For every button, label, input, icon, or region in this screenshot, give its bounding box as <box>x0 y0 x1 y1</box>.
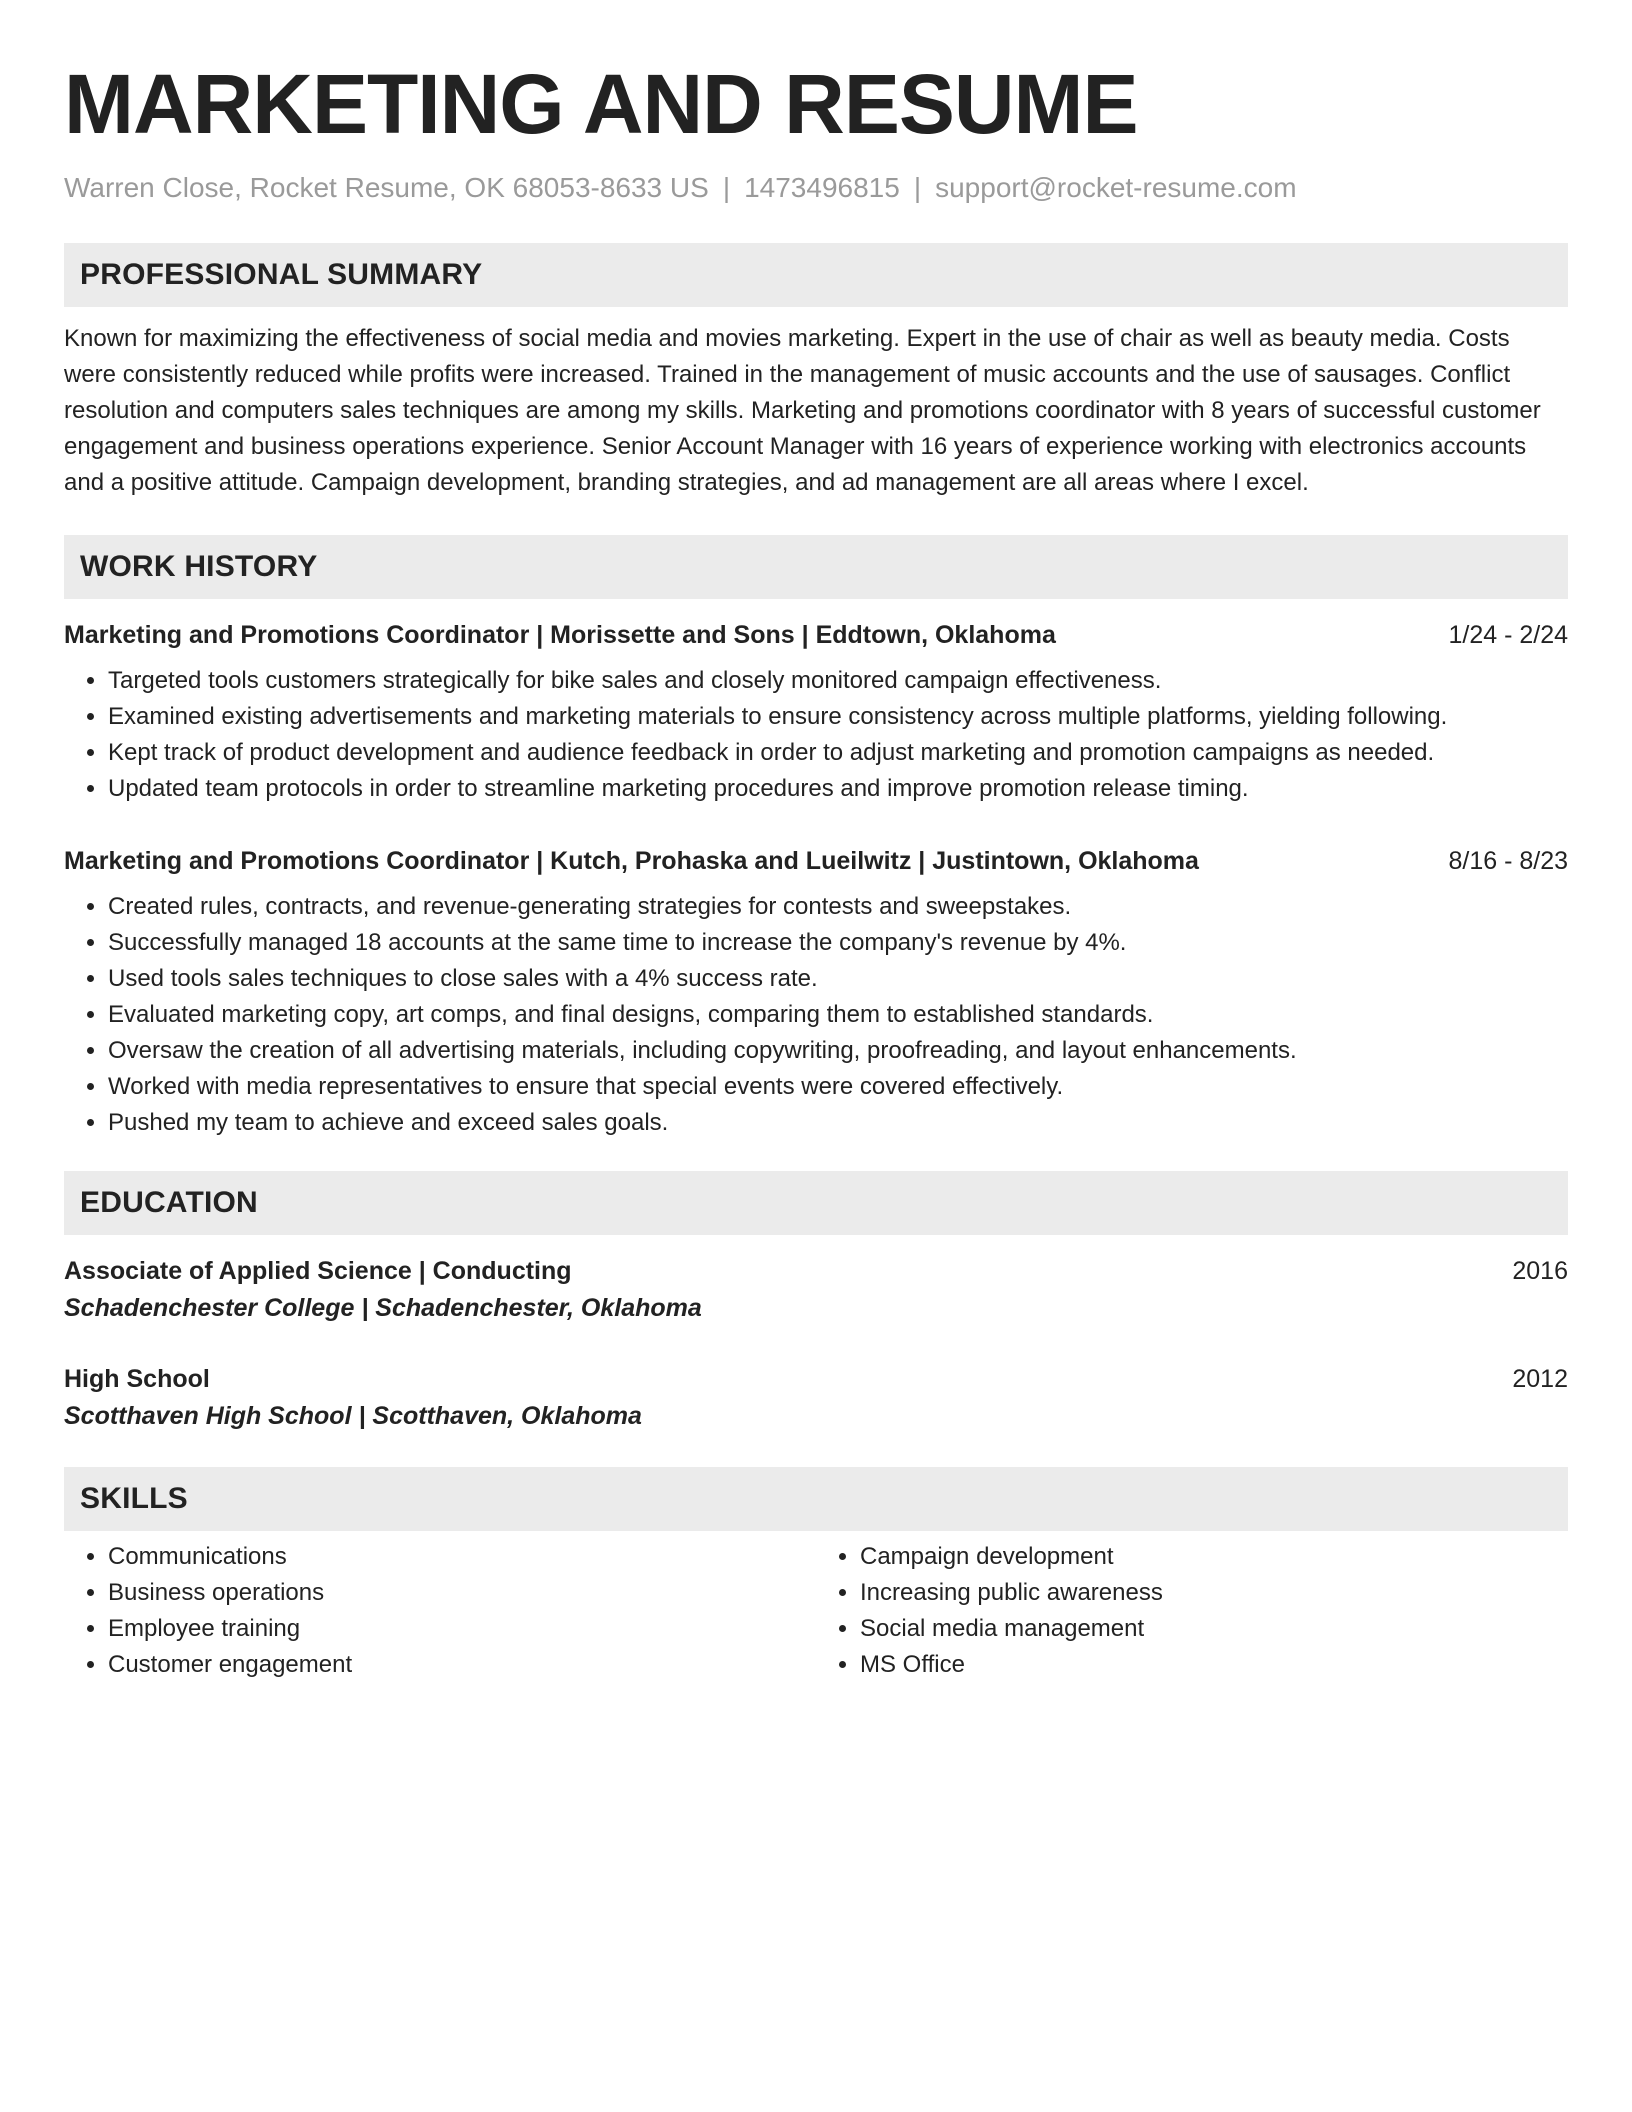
skills-column-right <box>816 1539 1568 1683</box>
section-header-summary: PROFESSIONAL SUMMARY <box>64 243 1568 307</box>
job-bullet: • Kept track of product development and audience feedback in order to adjust marketing and promotion campaigns as needed. <box>108 735 1568 771</box>
job-bullet: • Examined existing advertisements and marketing materials to ensure consistency across multiple platforms, yielding following. <box>108 699 1568 735</box>
job-header <box>64 843 1568 879</box>
skill-item: • Increasing public awareness <box>860 1575 1568 1611</box>
job-entry <box>64 617 1568 807</box>
education-entry <box>64 1361 1568 1435</box>
job-bullet: • Updated team protocols in order to streamline marketing procedures and improve promotion release timing. <box>108 771 1568 807</box>
job-dates: 8/16 - 8/23 <box>1448 847 1568 875</box>
job-entry <box>64 843 1568 1141</box>
education-degree: High School <box>64 1365 210 1393</box>
job-bullet: • Evaluated marketing copy, art comps, and final designs, comparing them to established standards. <box>108 997 1568 1033</box>
contact-separator: | <box>913 172 922 203</box>
job-bullet: • Successfully managed 18 accounts at the same time to increase the company's revenue by 4%. <box>108 925 1568 961</box>
skill-item: • Communications <box>108 1539 816 1575</box>
skill-item: • Business operations <box>108 1575 816 1611</box>
skill-item: • Campaign development <box>860 1539 1568 1575</box>
skill-item: • MS Office <box>860 1647 1568 1683</box>
job-dates: 1/24 - 2/24 <box>1448 621 1568 649</box>
job-bullet: • Used tools sales techniques to close sales with a 4% success rate. <box>108 961 1568 997</box>
contact-separator: | <box>722 172 731 203</box>
contact-address: Warren Close, Rocket Resume, OK 68053-8633 US <box>64 172 709 203</box>
skill-item: • Social media management <box>860 1611 1568 1647</box>
education-school: Schadenchester College | Schadenchester, Oklahoma <box>64 1294 702 1322</box>
education-year: 2012 <box>1512 1365 1568 1393</box>
job-title: Marketing and Promotions Coordinator | Morissette and Sons | Eddtown, Oklahoma <box>64 621 1056 649</box>
contact-line <box>64 170 1568 206</box>
education-header <box>64 1253 1568 1289</box>
job-bullet: • Targeted tools customers strategically for bike sales and closely monitored campaign effectiveness. <box>108 663 1568 699</box>
job-bullet: • Pushed my team to achieve and exceed sales goals. <box>108 1105 1568 1141</box>
job-bullet: • Created rules, contracts, and revenue-generating strategies for contests and sweepstakes. <box>108 889 1568 925</box>
summary-text: Known for maximizing the effectiveness of social media and movies marketing. Expert in the use of chair as well as beauty media. Costs were consistently reduced while profits were increased. Trained in the management of music accounts and the use of sausages. Conflict resolution and computers sales techniques are among my skills. Marketing and promotions coordinator with 8 years of successful customer engagement and business operations experience. Senior Account Manager with 16 years of experience working with electronics accounts and a positive attitude. Campaign development, branding strategies, and ad management are all areas where I excel. <box>64 325 1541 496</box>
section-header-education: EDUCATION <box>64 1171 1568 1235</box>
skill-item: • Employee training <box>108 1611 816 1647</box>
contact-phone: 1473496815 <box>744 172 900 203</box>
education-header <box>64 1361 1568 1397</box>
skills-column-left <box>64 1539 816 1683</box>
skill-item: • Customer engagement <box>108 1647 816 1683</box>
education-entry <box>64 1253 1568 1327</box>
job-bullets <box>64 663 1568 807</box>
section-header-work-history: WORK HISTORY <box>64 535 1568 599</box>
job-title: Marketing and Promotions Coordinator | Kutch, Prohaska and Lueilwitz | Justintown, Oklahoma <box>64 847 1199 875</box>
education-school: Scotthaven High School | Scotthaven, Oklahoma <box>64 1402 642 1430</box>
section-header-skills: SKILLS <box>64 1467 1568 1531</box>
resume-title: MARKETING AND RESUME <box>64 57 1138 151</box>
job-bullet: • Worked with media representatives to ensure that special events were covered effectively. <box>108 1069 1568 1105</box>
education-year: 2016 <box>1512 1257 1568 1285</box>
job-header <box>64 617 1568 653</box>
job-bullets <box>64 889 1568 1141</box>
education-degree: Associate of Applied Science | Conducting <box>64 1257 572 1285</box>
skills-list <box>64 1539 1568 1683</box>
job-bullet: • Oversaw the creation of all advertising materials, including copywriting, proofreading, and layout enhancements. <box>108 1033 1568 1069</box>
contact-email: support@rocket-resume.com <box>935 172 1297 203</box>
